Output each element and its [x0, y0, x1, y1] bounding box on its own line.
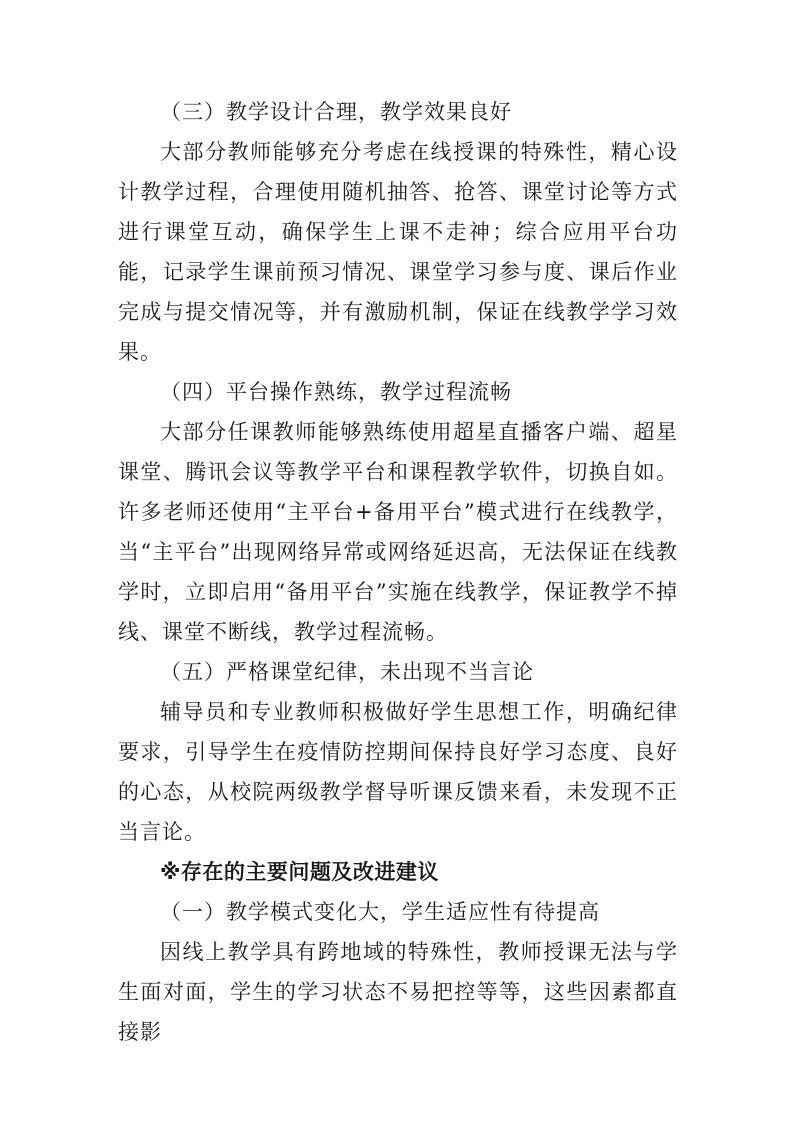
section-heading-3: （三）教学设计合理，教学效果良好 [160, 100, 512, 124]
problems-section-title: ※存在的主要问题及改进建议 [160, 860, 439, 884]
problem-heading-1: （一）教学模式变化大，学生适应性有待提高 [160, 900, 600, 924]
paragraph-platform-operation: 大部分任课教师能够熟练使用超星直播客户端、超星课堂、腾讯会议等教学平台和课程教学软件，切换自如。许多老师还使用“主平台+备用平台”模式进行在线教学，当“主平台”出现网络异常或网络延迟高，无法保证在线教学时，立即启用“备用平台”实施在线教学，保证教学不掉线、课堂不断线，教学过程流畅。 [118, 420, 678, 644]
section-heading-4: （四）平台操作熟练，教学过程流畅 [160, 380, 512, 404]
section-heading-5: （五）严格课堂纪律，未出现不当言论 [160, 660, 534, 684]
paragraph-online-teaching-issue: 因线上教学具有跨地域的特殊性，教师授课无法与学生面对面，学生的学习状态不易把控等等，这些因素都直接影 [118, 940, 678, 1044]
paragraph-classroom-discipline: 辅导员和专业教师积极做好学生思想工作，明确纪律要求，引导学生在疫情防控期间保持良好学习态度、良好的心态，从校院两级教学督导听课反馈来看，未发现不正当言论。 [118, 700, 678, 844]
document-body [118, 92, 678, 1052]
paragraph-teaching-design: 大部分教师能够充分考虑在线授课的特殊性，精心设计教学过程，合理使用随机抽答、抢答、课堂讨论等方式进行课堂互动，确保学生上课不走神；综合应用平台功能，记录学生课前预习情况、课堂学习参与度、课后作业完成与提交情况等，并有激励机制，保证在线教学学习效果。 [118, 140, 678, 364]
